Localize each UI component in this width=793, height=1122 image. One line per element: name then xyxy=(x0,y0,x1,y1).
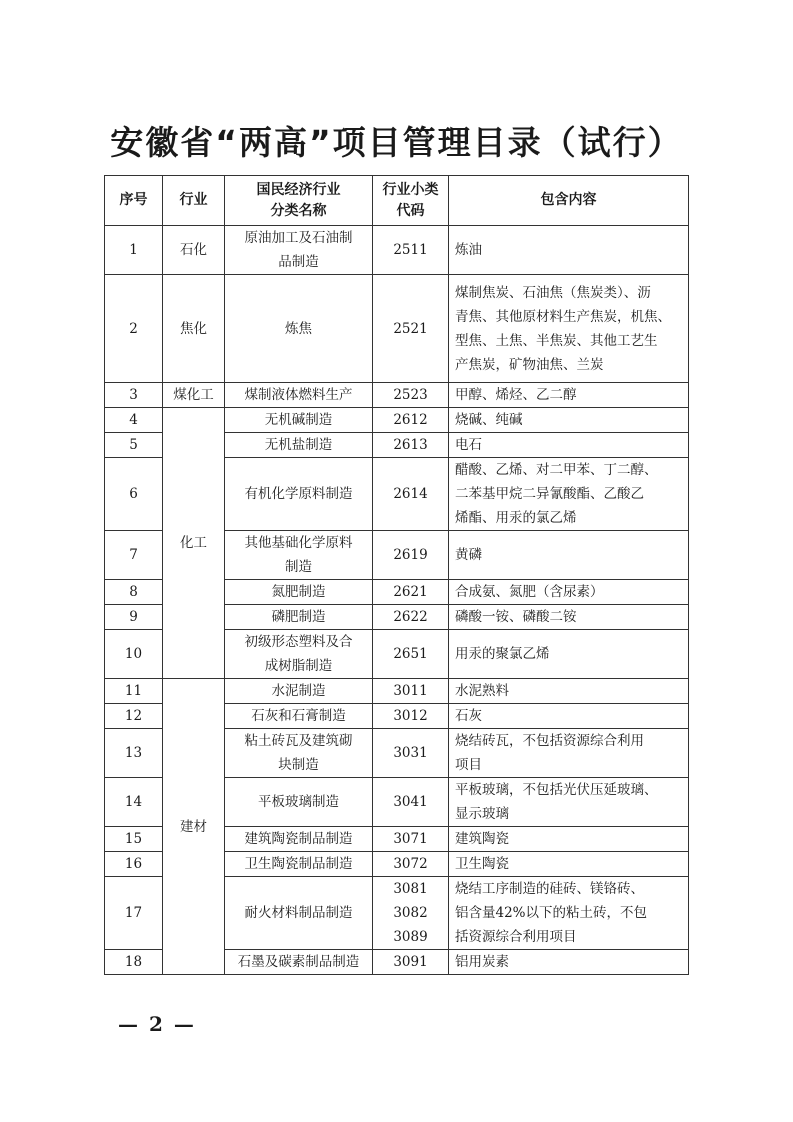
cell-line: 氮肥制造 xyxy=(271,584,326,600)
cell-line: 平板玻璃制造 xyxy=(258,794,339,810)
cell-line: 粘土砖瓦及建筑砌 xyxy=(244,733,353,749)
cell-classification xyxy=(225,580,373,605)
header-content: 包含内容 xyxy=(449,176,689,226)
cell-line: 制造 xyxy=(285,559,312,575)
cell-code xyxy=(373,852,449,877)
cell-industry: 焦化 xyxy=(163,275,225,383)
cell-code xyxy=(373,729,449,778)
cell-code xyxy=(373,630,449,679)
cell-line: 卫生陶瓷 xyxy=(455,856,509,872)
cell-content xyxy=(449,877,689,950)
cell-classification xyxy=(225,679,373,704)
cell-line: 铝含量42%以下的粘土砖，不包 xyxy=(455,905,648,921)
cell-line: 建筑陶瓷制品制造 xyxy=(244,831,353,847)
cell-code xyxy=(373,704,449,729)
cell-line: 成树脂制造 xyxy=(264,658,333,674)
cell-line: 煤制液体燃料生产 xyxy=(244,387,353,403)
table-row xyxy=(105,226,689,275)
cell-line: 2619 xyxy=(393,547,428,563)
cell-classification xyxy=(225,704,373,729)
cell-line: 醋酸、乙烯、对二甲苯、丁二醇、 xyxy=(455,462,658,478)
cell-classification xyxy=(225,778,373,827)
cell-line: 产焦炭，矿物油焦、兰炭 xyxy=(455,356,604,373)
cell-content xyxy=(449,827,689,852)
cell-classification xyxy=(225,226,373,275)
cell-classification xyxy=(225,408,373,433)
cell-seq: 8 xyxy=(105,580,163,605)
cell-classification xyxy=(225,852,373,877)
cell-code xyxy=(373,827,449,852)
cell-line: 2622 xyxy=(393,609,428,625)
cell-seq: 10 xyxy=(105,630,163,679)
cell-code xyxy=(373,458,449,531)
header-classification xyxy=(225,176,373,226)
document-title: 安徽省“两高”项目管理目录（试行） xyxy=(110,123,683,162)
table-body xyxy=(105,226,689,975)
header-classification-line2: 分类名称 xyxy=(270,202,327,219)
cell-line: 品制造 xyxy=(278,254,319,270)
cell-line: 磷肥制造 xyxy=(271,609,326,625)
cell-seq: 9 xyxy=(105,605,163,630)
cell-line: 3091 xyxy=(393,954,428,970)
cell-content xyxy=(449,458,689,531)
cell-code xyxy=(373,408,449,433)
cell-code xyxy=(373,531,449,580)
cell-line: 烧结工序制造的硅砖、镁铬砖、 xyxy=(455,881,644,897)
cell-content xyxy=(449,433,689,458)
cell-line: 3071 xyxy=(393,831,428,847)
cell-content xyxy=(449,704,689,729)
cell-line: 石灰 xyxy=(455,708,482,724)
cell-code xyxy=(373,433,449,458)
cell-line: 青焦、其他原材料生产焦炭，机焦、 xyxy=(455,308,671,325)
cell-line: 烧结砖瓦，不包括资源综合利用 xyxy=(455,733,644,749)
cell-seq: 15 xyxy=(105,827,163,852)
cell-classification xyxy=(225,605,373,630)
cell-classification xyxy=(225,383,373,408)
cell-code xyxy=(373,226,449,275)
cell-content xyxy=(449,778,689,827)
header-industry: 行业 xyxy=(163,176,225,226)
cell-line: 显示玻璃 xyxy=(455,806,509,822)
cell-classification xyxy=(225,827,373,852)
cell-classification xyxy=(225,458,373,531)
cell-code xyxy=(373,383,449,408)
cell-seq: 12 xyxy=(105,704,163,729)
cell-line: 石墨及碳素制品制造 xyxy=(237,954,360,970)
cell-line: 磷酸一铵、磷酸二铵 xyxy=(455,609,577,625)
cell-line: 甲醇、烯烃、乙二醇 xyxy=(455,387,577,403)
cell-content xyxy=(449,408,689,433)
cell-line: 3082 xyxy=(393,905,428,921)
cell-content xyxy=(449,531,689,580)
cell-seq: 14 xyxy=(105,778,163,827)
header-code-line2: 代码 xyxy=(396,202,425,219)
cell-code xyxy=(373,275,449,383)
cell-line: 2521 xyxy=(393,320,428,337)
cell-line: 电石 xyxy=(455,437,482,453)
catalog-table xyxy=(104,175,689,975)
cell-content xyxy=(449,852,689,877)
table-header-row xyxy=(105,176,689,226)
cell-content xyxy=(449,275,689,383)
cell-classification xyxy=(225,877,373,950)
cell-seq: 6 xyxy=(105,458,163,531)
cell-line: 卫生陶瓷制品制造 xyxy=(244,856,353,872)
cell-line: 2614 xyxy=(393,486,428,502)
cell-line: 型焦、土焦、半焦炭、其他工艺生 xyxy=(455,332,658,349)
cell-line: 水泥制造 xyxy=(271,683,326,699)
header-classification-line1: 国民经济行业 xyxy=(256,181,341,198)
cell-content xyxy=(449,580,689,605)
cell-line: 合成氨、氮肥（含尿素） xyxy=(455,584,604,600)
cell-line: 2612 xyxy=(393,412,428,428)
cell-seq: 3 xyxy=(105,383,163,408)
page-number: — 2 — xyxy=(118,1012,196,1036)
cell-line: 2511 xyxy=(393,242,428,258)
cell-line: 3081 xyxy=(393,881,428,897)
cell-industry: 化工 xyxy=(163,408,225,679)
cell-content xyxy=(449,226,689,275)
cell-line: 初级形态塑料及合 xyxy=(244,634,353,650)
cell-line: 其他基础化学原料 xyxy=(244,535,353,551)
cell-seq: 16 xyxy=(105,852,163,877)
cell-line: 炼焦 xyxy=(285,320,312,337)
cell-seq: 1 xyxy=(105,226,163,275)
cell-code xyxy=(373,605,449,630)
cell-seq: 4 xyxy=(105,408,163,433)
header-code xyxy=(373,176,449,226)
cell-code xyxy=(373,877,449,950)
cell-code xyxy=(373,778,449,827)
cell-line: 烯酯、用汞的氯乙烯 xyxy=(455,510,577,526)
cell-classification xyxy=(225,729,373,778)
cell-seq: 7 xyxy=(105,531,163,580)
cell-line: 无机碱制造 xyxy=(264,412,333,428)
cell-seq: 2 xyxy=(105,275,163,383)
cell-code xyxy=(373,580,449,605)
cell-line: 3031 xyxy=(393,745,428,761)
cell-content xyxy=(449,605,689,630)
cell-line: 2621 xyxy=(393,584,428,600)
cell-line: 平板玻璃，不包括光伏压延玻璃、 xyxy=(455,782,658,798)
cell-seq: 18 xyxy=(105,950,163,975)
cell-line: 用汞的聚氯乙烯 xyxy=(455,646,550,662)
table-row xyxy=(105,408,689,433)
table-row xyxy=(105,275,689,383)
cell-content xyxy=(449,383,689,408)
cell-line: 无机盐制造 xyxy=(264,437,333,453)
cell-industry: 石化 xyxy=(163,226,225,275)
cell-line: 黄磷 xyxy=(455,547,482,563)
cell-line: 3072 xyxy=(393,856,428,872)
cell-line: 二苯基甲烷二异氰酸酯、乙酸乙 xyxy=(455,486,644,502)
cell-industry: 煤化工 xyxy=(163,383,225,408)
cell-classification xyxy=(225,275,373,383)
cell-industry: 建材 xyxy=(163,679,225,975)
cell-classification xyxy=(225,433,373,458)
cell-classification xyxy=(225,531,373,580)
cell-line: 3012 xyxy=(393,708,428,724)
cell-line: 原油加工及石油制 xyxy=(244,230,353,246)
cell-content xyxy=(449,729,689,778)
cell-line: 耐火材料制品制造 xyxy=(244,905,353,921)
cell-seq: 17 xyxy=(105,877,163,950)
cell-line: 3041 xyxy=(393,794,428,810)
cell-seq: 11 xyxy=(105,679,163,704)
header-seq: 序号 xyxy=(105,176,163,226)
cell-line: 铝用炭素 xyxy=(455,954,509,970)
cell-content xyxy=(449,679,689,704)
cell-classification xyxy=(225,630,373,679)
cell-line: 括资源综合利用项目 xyxy=(455,929,577,945)
cell-line: 石灰和石膏制造 xyxy=(251,708,346,724)
cell-code xyxy=(373,679,449,704)
cell-line: 2651 xyxy=(393,646,428,662)
cell-line: 3011 xyxy=(393,683,428,699)
table-row xyxy=(105,679,689,704)
cell-line: 3089 xyxy=(393,929,428,945)
cell-line: 块制造 xyxy=(278,757,319,773)
cell-line: 炼油 xyxy=(455,242,482,258)
cell-classification xyxy=(225,950,373,975)
cell-line: 有机化学原料制造 xyxy=(244,486,353,502)
cell-line: 2523 xyxy=(393,387,428,403)
cell-line: 2613 xyxy=(393,437,428,453)
cell-content xyxy=(449,630,689,679)
table-row xyxy=(105,383,689,408)
header-code-line1: 行业小类 xyxy=(382,181,439,198)
cell-seq: 13 xyxy=(105,729,163,778)
cell-code xyxy=(373,950,449,975)
cell-line: 煤制焦炭、石油焦（焦炭类）、沥 xyxy=(455,284,651,301)
cell-content xyxy=(449,950,689,975)
cell-line: 水泥熟料 xyxy=(455,683,509,699)
cell-seq: 5 xyxy=(105,433,163,458)
cell-line: 项目 xyxy=(455,757,482,773)
cell-line: 烧碱、纯碱 xyxy=(455,412,523,428)
cell-line: 建筑陶瓷 xyxy=(455,831,509,847)
